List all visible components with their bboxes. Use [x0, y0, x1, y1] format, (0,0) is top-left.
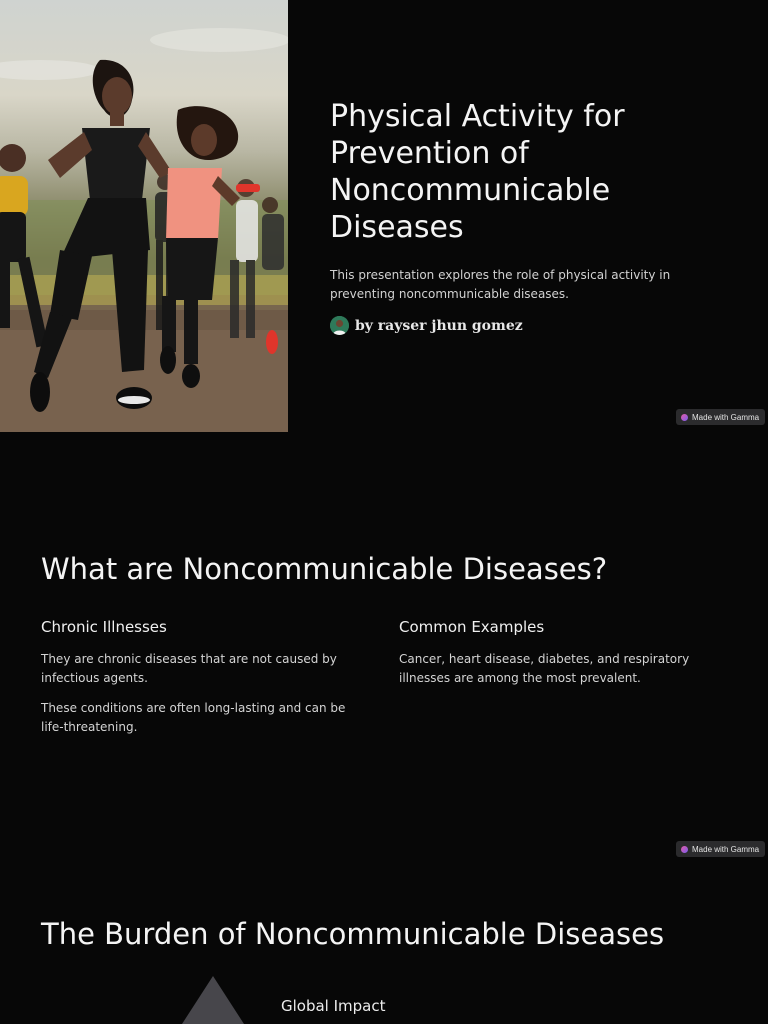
column-paragraph: Cancer, heart disease, diabetes, and respiratory illnesses are among the most prevalent.	[399, 652, 690, 685]
avatar-portrait-icon	[330, 316, 349, 335]
column-common-examples	[399, 618, 699, 699]
section-heading-global-impact: Global Impact	[281, 997, 386, 1015]
gamma-badge-label: Made with Gamma	[692, 844, 760, 854]
gamma-logo-icon	[681, 414, 688, 421]
slide-1-title: Physical Activity for Prevention of Noncommunicable Diseases	[330, 99, 625, 245]
column-paragraph: These conditions are often long-lasting and can be life-threatening.	[41, 701, 346, 734]
column-chronic-illnesses	[41, 618, 371, 748]
column-heading: Chronic Illnesses	[41, 618, 167, 636]
gamma-logo-icon	[681, 846, 688, 853]
author-name: by rayser jhun gomez	[355, 317, 523, 334]
column-paragraph: They are chronic diseases that are not caused by infectious agents.	[41, 652, 337, 685]
made-with-gamma-badge[interactable]	[676, 409, 765, 425]
author-byline	[330, 316, 523, 335]
author-avatar	[330, 316, 349, 335]
gamma-badge-label: Made with Gamma	[692, 412, 760, 422]
slide-2-title: What are Noncommunicable Diseases?	[41, 552, 608, 586]
pyramid-shape	[182, 976, 246, 1024]
hero-image	[0, 0, 288, 432]
made-with-gamma-badge[interactable]	[676, 841, 765, 857]
title-slide	[0, 0, 768, 432]
running-group-illustration	[0, 0, 288, 432]
slide-3-title: The Burden of Noncommunicable Diseases	[41, 917, 665, 951]
slide-1-description: This presentation explores the role of physical activity in preventing noncommunicable diseases.	[330, 268, 671, 301]
column-heading: Common Examples	[399, 618, 545, 636]
